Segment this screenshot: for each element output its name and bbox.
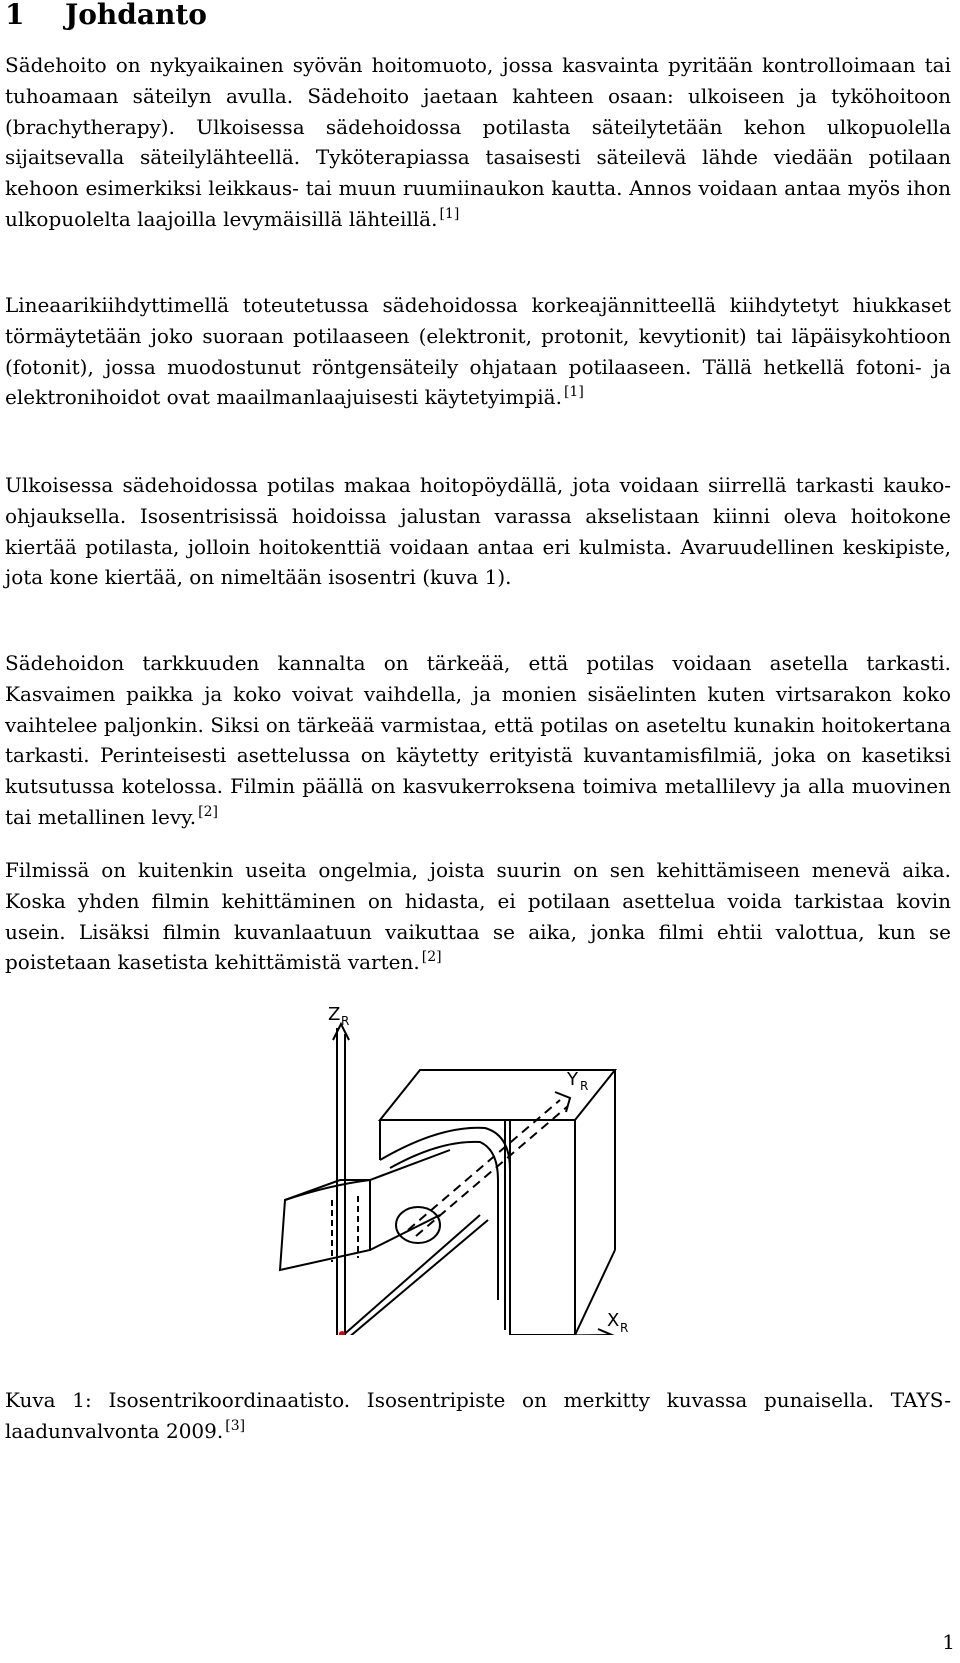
y-axis-subscript: R [580,1079,589,1093]
page-number: 1 [942,1630,955,1654]
section-number: 1 [5,0,25,31]
citation: [3] [225,1417,246,1434]
x-axis-subscript: R [620,1321,629,1335]
figure-isocenter-coordinates [270,1000,670,1335]
z-axis-subscript: R [341,1014,350,1028]
paragraph [5,290,951,413]
isocenter-diagram [270,1000,670,1335]
section-title: Johdanto [65,0,207,31]
caption-text: Kuva 1: Isosentrikoordinaatisto. Isosentripiste on merkitty kuvassa punaisella. TAYS-laadunvalvonta 2009. [5,1388,951,1443]
paragraph-text: Filmissä on kuitenkin useita ongelmia, joista suurin on sen kehittämiseen menevä aika. Koska yhden filmin kehittäminen on hidasta, ei potilaan asettelua voida tarkistaa kovin usein. Lisäksi filmin kuvanlaatuun vaikuttaa se aika, jonka filmi ehtii valottua, kun se poistetaan kasetista kehittämistä varten. [5,858,951,975]
x-axis [340,1215,488,1335]
paragraph-text: Lineaarikiihdyttimellä toteutetussa sädehoidossa korkeajännitteellä kiihdytetyt hiukkaset törmäytetään joko suoraan potilaaseen (elektronit, protonit, kevytionit) tai läpäisykohtioon (fotonit), jossa muodostunut röntgensäteily ohjataan potilaaseen. Tällä hetkellä fotoni- ja elektronihoidot ovat maailmanlaajuisesti käytetyimpiä. [5,293,951,410]
x-axis-label: X [607,1310,620,1331]
paragraph-text: Sädehoidon tarkkuuden kannalta on tärkeää, että potilas voidaan asetella tarkasti. Kasvaimen paikka ja koko voivat vaihdella, ja monien sisäelinten kuten virtsarakon koko vaihtelee paljonkin. Siksi on tärkeää varmistaa, että potilas on aseteltu kunakin hoitokertana tarkasti. Perinteisesti asettelussa on käytetty erityistä kuvantamisfilmiä, joka on kasetiksi kutsutussa kotelossa. Filmin päällä on kasvukerroksena toimiva metallilevy ja alla muovinen tai metallinen levy. [5,651,951,829]
paragraph-text: Ulkoisessa sädehoidossa potilas makaa hoitopöydällä, jota voidaan siirrellä tarkasti kauko-ohjauksella. Isosentrisissä hoidoissa jalustan varassa akselistaan kiinni oleva hoitokone kiertää potilasta, jolloin hoitokenttiä voidaan antaa eri kulmista. Avaruudellinen keskipiste, jota kone kiertää, on nimeltään isosentri (kuva 1). [5,473,951,590]
citation: [2] [421,949,442,966]
figure-caption [5,1385,951,1447]
y-axis [408,1092,570,1236]
section-heading [5,0,207,30]
paragraph [5,50,951,235]
citation: [1] [563,384,584,401]
z-axis-label: Z [328,1004,341,1025]
y-axis-label: Y [567,1069,578,1090]
citation: [2] [198,803,218,820]
paragraph-text: Sädehoito on nykyaikainen syövän hoitomuoto, jossa kasvainta pyritään kontrolloimaan tai tuhoamaan säteilyn avulla. Sädehoito jaetaan kahteen osaan: ulkoiseen ja tyköhoitoon (brachytherapy). Ulkoisessa sädehoidossa potilasta säteilytetään kehon ulkopuolella sijaitsevalla säteilylähteellä. Tyköterapiassa tasaisesti säteilevä lähde viedään potilaan kehoon esimerkiksi leikkaus- tai muun ruumiinaukon kautta. Annos voidaan antaa myös ihon ulkopuolelta laajoilla levymäisillä lähteillä. [5,53,951,231]
paragraph [5,470,951,593]
citation: [1] [439,205,460,222]
paragraph [5,855,951,978]
paragraph [5,648,951,833]
gantry-head [280,1128,510,1300]
